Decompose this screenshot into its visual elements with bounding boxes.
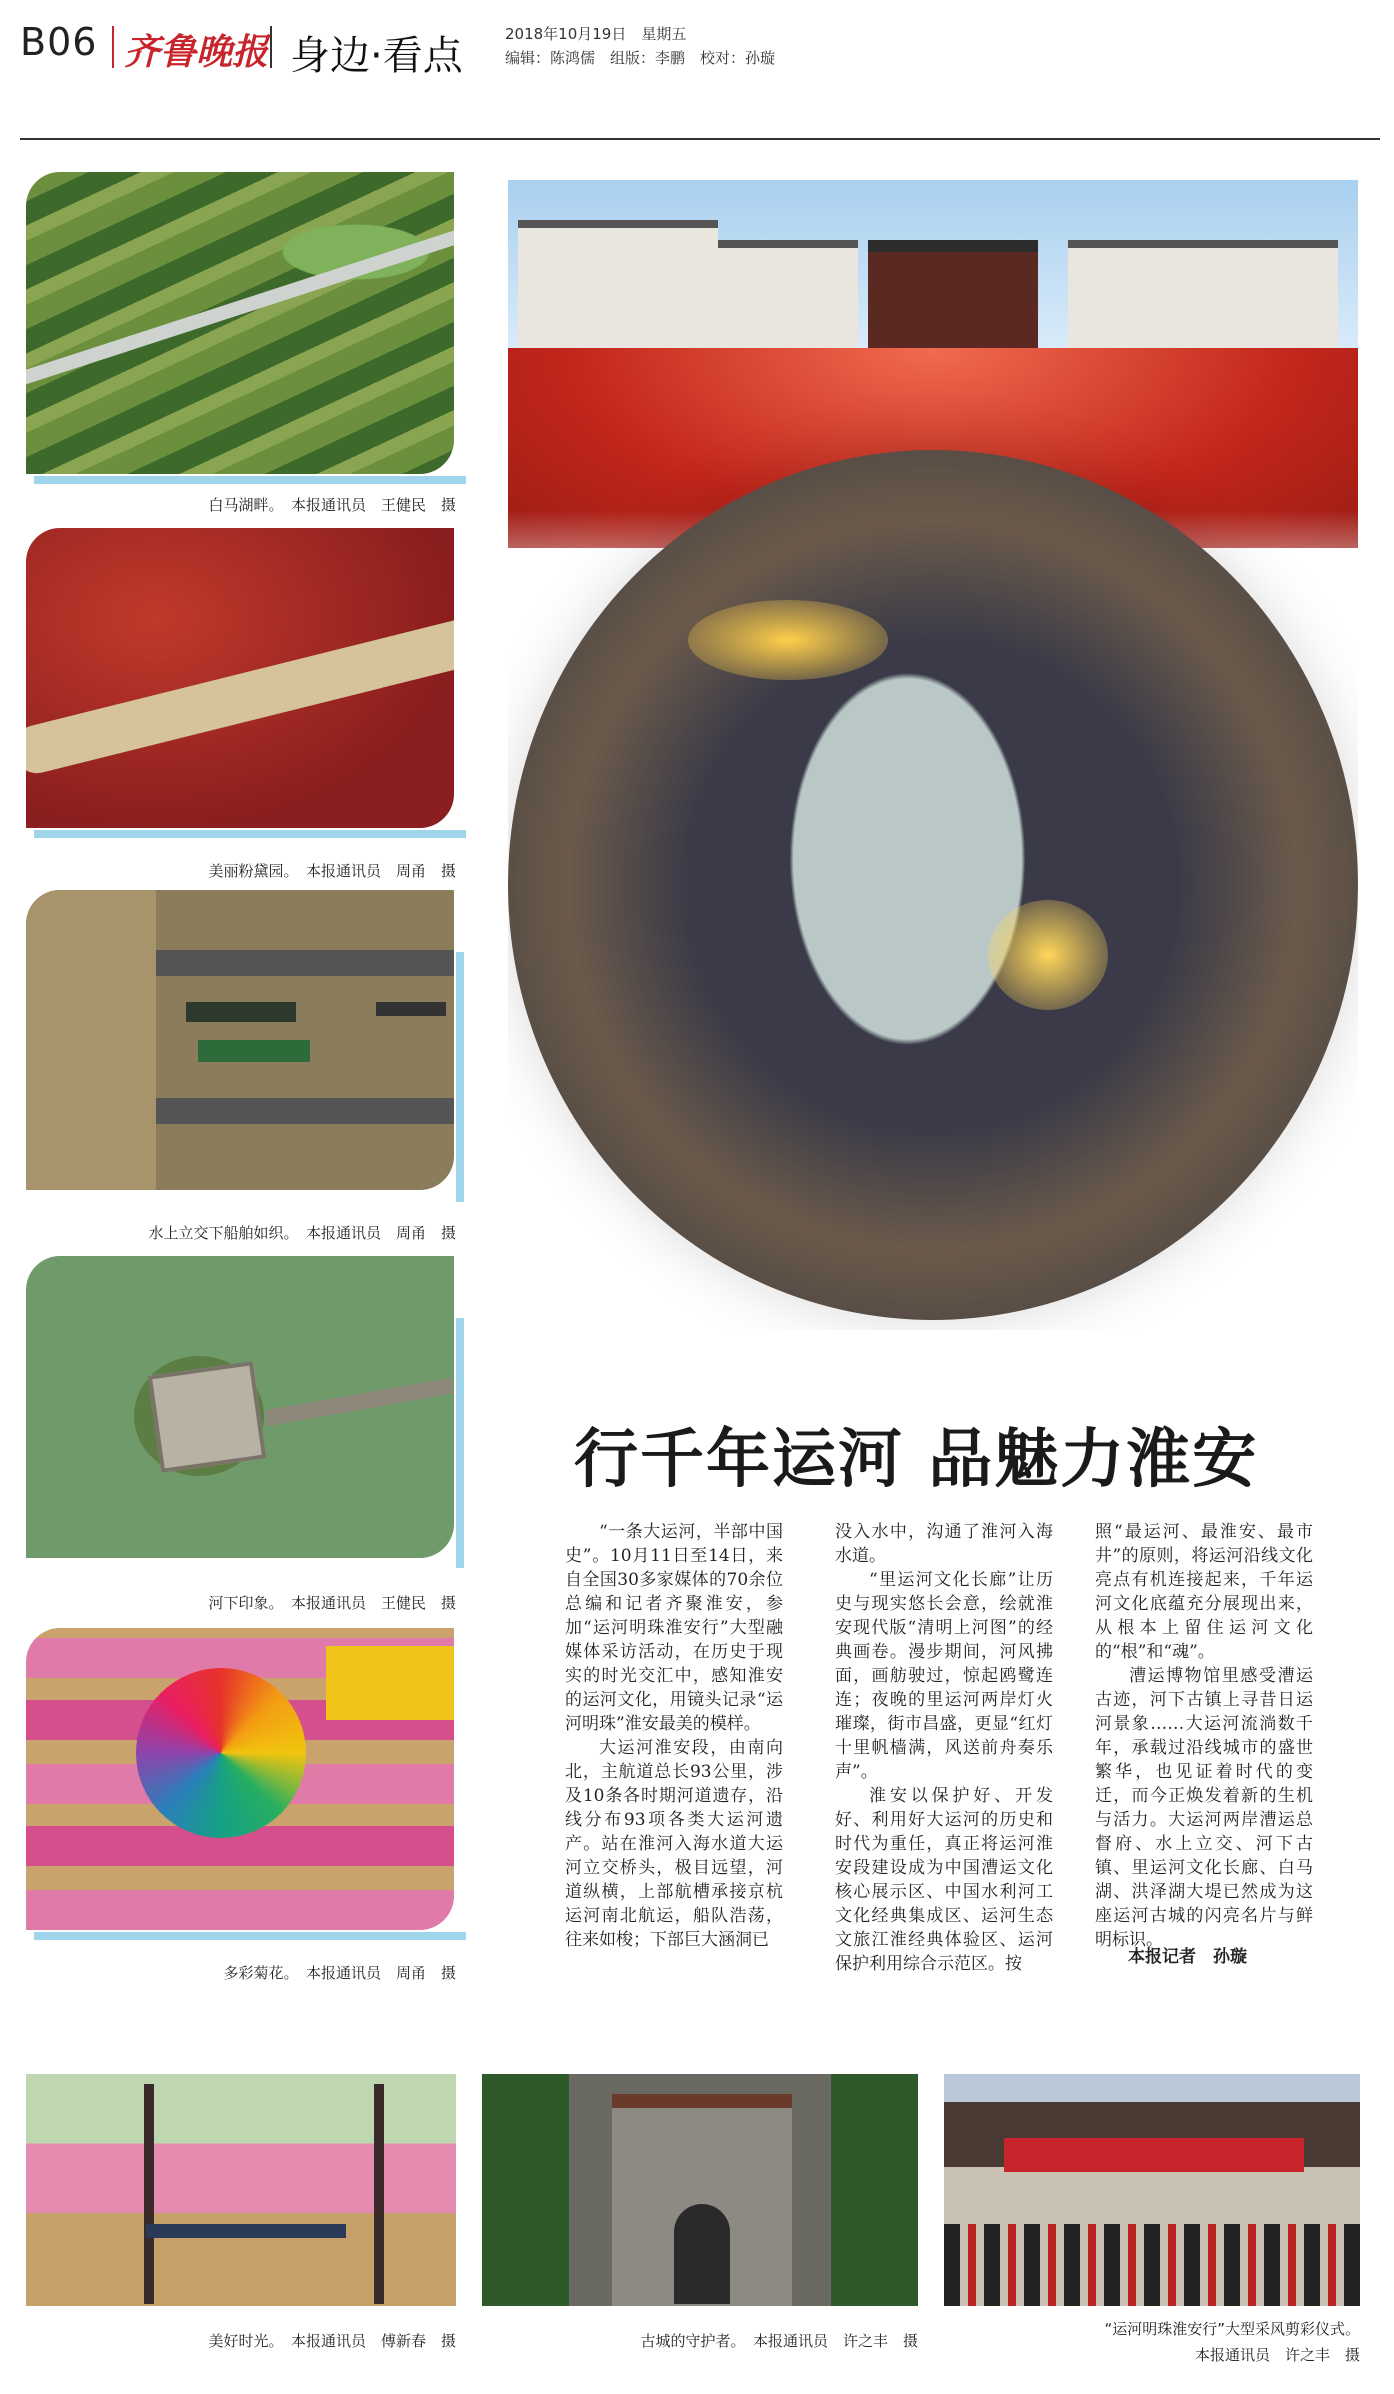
issue-date: 2018年10月19日 星期五 xyxy=(505,25,687,43)
article-paragraph: 漕运博物馆里感受漕运古迹，河下古镇上寻昔日运河景象……大运河流淌数千年，承载过沿线城市的盛世繁华，也见证着时代的变迁，而今正焕发着新的生机与活力。大运河两岸漕运总督府、水上立交、河下古镇、里运河文化长廊、白马湖、洪泽湖大堤已然成为这座运河古城的闪亮名片与鲜明标识。 xyxy=(1095,1666,1313,1950)
photo-caption: 美丽粉黛园。 本报通讯员 周甬 摄 xyxy=(208,862,456,880)
caption-bar xyxy=(34,1932,466,1940)
article-byline: 本报记者 孙璇 xyxy=(1128,1947,1247,1967)
photo-good-times xyxy=(26,2074,456,2306)
caption-bar xyxy=(456,1318,464,1568)
photo-caption: 水上立交下船舶如织。 本报通讯员 周甬 摄 xyxy=(148,1224,456,1242)
paper-name-logo: 齐鲁晚报 xyxy=(124,31,269,73)
section-title: 身边·看点 xyxy=(290,33,463,79)
article-headline: 行千年运河 品魅力淮安 xyxy=(574,1423,1259,1497)
article-column-1 xyxy=(565,1520,783,1952)
masthead xyxy=(20,18,1380,79)
photo-caption: “运河明珠淮安行”大型采风剪彩仪式。 xyxy=(1104,2320,1360,2338)
photo-waterway-interchange xyxy=(26,890,454,1190)
editorial-staff: 编辑：陈鸿儒 组版：李鹏 校对：孙璇 xyxy=(505,49,776,67)
photo-baima-lake xyxy=(26,172,454,474)
photo-caption: 古城的守护者。 本报通讯员 许之丰 摄 xyxy=(640,2332,918,2350)
article-paragraph: 没入水中，沟通了淮河入海水道。 xyxy=(835,1522,1053,1566)
photo-chrysanthemums xyxy=(26,1628,454,1930)
article-paragraph: 大运河淮安段，由南向北，主航道总长93公里，涉及10条各时期河道遗存，沿线分布93项各类大运河遗产。站在淮河入海水道大运河立交桥头，极目远望，河道纵横，上部航槽承接京杭运河南北航运，船队浩荡，往来如梭；下部巨大涵洞已 xyxy=(565,1738,783,1950)
masthead-meta xyxy=(505,22,775,70)
article-column-3 xyxy=(1095,1520,1313,1952)
photo-old-city-guardians xyxy=(482,2074,918,2306)
hero-photo-tiny-planet xyxy=(508,180,1358,1330)
photo-ribbon-cutting xyxy=(944,2074,1360,2306)
photo-caption: 美好时光。 本报通讯员 傅新春 摄 xyxy=(208,2332,456,2350)
header-rule xyxy=(20,138,1380,140)
photo-caption: 白马湖畔。 本报通讯员 王健民 摄 xyxy=(208,496,456,514)
photo-caption: 河下印象。 本报通讯员 王健民 摄 xyxy=(208,1594,456,1612)
article-paragraph: 淮安以保护好、开发好、利用好大运河的历史和时代为重任，真正将运河淮安段建设成为中国漕运文化核心展示区、中国水利河工文化经典集成区、运河生态文旅江淮经典体验区、运河保护利用综合示范区。按 xyxy=(835,1786,1053,1974)
caption-bar xyxy=(34,830,466,838)
page-number: B06 xyxy=(20,20,98,64)
photo-pink-muhly-garden xyxy=(26,528,454,828)
caption-bar xyxy=(456,952,464,1202)
photo-hexia-impression xyxy=(26,1256,454,1558)
article-paragraph: 照“最运河、最淮安、最市井”的原则，将运河沿线文化亮点有机连接起来，千年运河文化底蕴充分展现出来，从根本上留住运河文化的“根”和“魂”。 xyxy=(1095,1522,1313,1662)
masthead-divider xyxy=(112,26,114,68)
article-paragraph: “里运河文化长廊”让历史与现实悠长会意，绘就淮安现代版“清明上河图”的经典画卷。漫步期间，河风拂面，画舫驶过，惊起鸥鹭连连；夜晚的里运河两岸灯火璀璨，街市昌盛，更显“红灯十里帆樯满，风送前舟奏乐声”。 xyxy=(835,1570,1053,1782)
article-paragraph: “一条大运河，半部中国史”。10月11日至14日，来自全国30多家媒体的70余位总编和记者齐聚淮安，参加“运河明珠淮安行”大型融媒体采访活动，在历史于现实的时光交汇中，感知淮安的运河文化，用镜头记录“运河明珠”淮安最美的模样。 xyxy=(565,1522,783,1734)
caption-bar xyxy=(34,476,466,484)
masthead-divider xyxy=(270,26,272,68)
photo-caption: 本报通讯员 许之丰 摄 xyxy=(1194,2346,1360,2364)
article-column-2 xyxy=(835,1520,1053,1976)
photo-caption: 多彩菊花。 本报通讯员 周甬 摄 xyxy=(223,1964,456,1982)
